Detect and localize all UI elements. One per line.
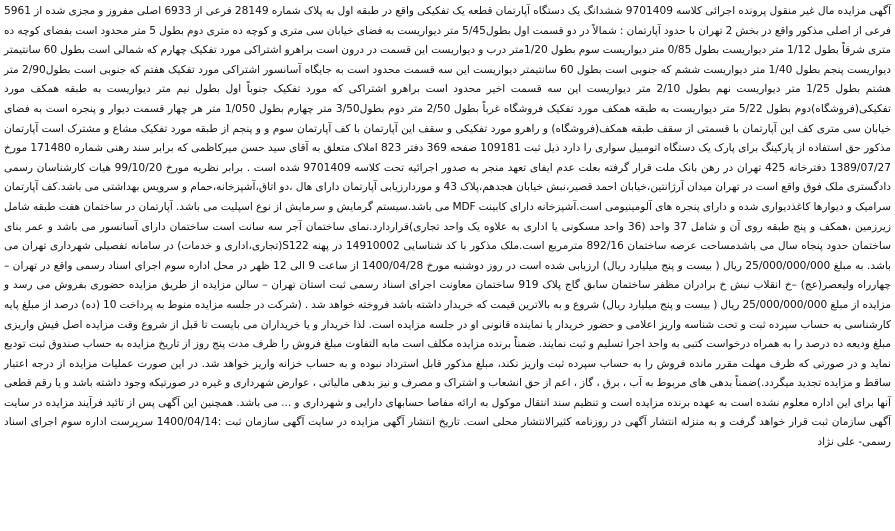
auction-notice-text: آگهی مزایده مال غیر منقول پرونده اجرائی کلاسه 9701409 ششدانگ یک دستگاه آپارتمان قطعه یک تفکیکی واقع در طبقه اول به پلاک شماره 28149 فرعی از 6933 اصلی مفروز و مجزی شده از 5961 فرعی از اصلی مذکور واقع در بخش 2 تهران با حدود آپارتمان : شمالاً در دو قسمت اول بطول5/45 متر دیواریست به فضای خیابان سی متری و کوچه ده متری دوم بطول 5 متر محدود است بفضای کوچه ده متری شرقاً بطول 1/12 متر دیواریست بطول 0/85 متر دیواریست سوم بطول 1/20متر درب و دیواریست این قسمت در درون است براهرو اشتراکی مورد تفکیک چهارم که شمالی است بطول 60 سانتیمتر دیواریست پنجم بطول 1/40 متر دیواریست ششم که جنوبی است بطول 60 سانتیمتر دیواریست این سه قسمت محدود است به جایگاه آسانسور اشتراکی مورد تفکیک هفتم که جنوبی است بطول2/90 متر هشتم بطول 1/25 متر دیواریست نهم بطول 2/10 متر دیواریست این سه قسمت اخیر محدود است براهرو اشتراکی که مورد تفکیک جنوباً اول بطول نیم متر دیواریست به طبقه همکف مورد تفکیکی(فروشگاه)دوم بطول 5/22 متر دیواریست به طبقه همکف مورد تفکیک فروشگاه غرباً بطول 2/50 متر دوم بطول3/50 متر چهارم بطول 1/050 متر هر چهار قسمت دیوار و پنجره است به فضای خیابان سی متری کف این آپارتمان با قسمتی از سقف طبقه همکف(فروشگاه) و راهرو مورد تفکیکی و سقف این آپارتمان با کف آپارتمان سوم و و پنجم از طبقه مورد تفکیک مشاع و مشترک است آپارتمان مذکور حق استفاده از پارکینگ برای پارک یک دستگاه اتومبیل سواری را دارد ذیل ثبت 109181 صفحه 369 دفتر 823 املاک متعلق به آقای سید حسن میرکاظمی که برابر سند رهنی شماره 171480 مورخ 1389/07/27 دفترخانه 425 تهران در رهن بانک ملت قرار گرفته بعلت عدم ایفای تعهد منجر به صدور اجرائیه تحت کلاسه 9701409 شده است . برابر نظریه مورخ 99/10/20 هیات کارشناسان رسمی دادگستری ملک فوق واقع است در تهران میدان آرژانتین،خیابان احمد قصیر،نبش خیابان هجدهم،پلاک 43 و موردارزیابی آپارتمان دارای هال ،دو اتاق،آشپزخانه،حمام و سرویس بهداشتی می باشد.کف آپارتمان سرامیک و دیوارها کاغذدیواری شده و دارای پنجره های آلومینیومی است.آشپزخانه دارای کابینت MDF می باشد.سیستم گرمایش و سرمایش از نوع اسپلیت می باشد. آپارتمان در ساختمان هفت طبقه شامل زیرزمین ،همکف و پنج طبقه روی آن و شامل 37 واحد (36 واحد مسکونی یا اداری به علاوه یک واحد تجاری)قراردارد.نمای ساختمان آجر سه سانت است ساختمان دارای آسانسور می باشد و عمر بنای ساختمان حدود پنجاه سال می باشدمساحت عرصه ساختمان 892/16 مترمربع است.ملک مذکور با کد شناسایی 14910002 در پهنه S122(تجاری،اداری و خدمات) در سامانه تفصیلی شهرداری تهران می باشد. به مبلغ 25/000/000/000 ریال ( بیست و پنج میلیارد ریال) ارزیابی شده است در روز دوشنبه مورخ 1400/04/28 از ساعت 9 الی 12 ظهر در محل اداره سوم اجرای اسناد رسمی واقع در تهران – چهارراه ولیعصر(عج) –خ انقلاب نبش خ برادران مظفر ساختمان سابق گاج پلاک 919 ساختمان معاونت اجرای اسناد رسمی ثبت استان تهران – سالن مزایده از طریق مزایده حضوری بفروش می رسد و مزایده از مبلغ 25/000/000/000 ریال ( بیست و پنج میلیارد ریال) شروع و به بالاترین قیمت که خریدار داشته باشد فروخته خواهد شد . (شرکت در جلسه مزایده منوط به پرداخت 10 (ده) درصد از مبلغ پایه کارشناسی به حساب سپرده ثبت و تحت شناسه واریز اعلامی و حضور خریدار یا نماینده قانونی او در جلسه مزایده است. لذا خریدار و یا خریداران می بایست تا قبل از شروع وقت مزایده اصل فیش واریزی مبلغ ودیعه ده درصد را به همراه درخواست کتبی به واحد اجرا تسلیم و ثبت نمایند. ضمناً برنده مزایده مکلف است مابه التفاوت مبلغ فروش را ظرف مدت پنج روز از تاریخ مزایده به حساب صندوق ثبت تودیع نماید و در صورتی که ظرف مهلت مقرر مانده فروش را به حساب سپرده ثبت واریز نکند، مبلغ مذکور قابل استرداد نبوده و به حساب خزانه واریز خواهد شد. در این صورت عملیات مزایده از درجه اعتبار ساقط و مزایده تجدید میگردد.)ضمناً بدهی های مربوط به آب ، برق ، گاز ، اعم از حق انشعاب و اشتراک و مصرف و نیز بدهی مالیاتی ، عوارض شهرداری و غیره در صورتیکه وجود داشته باشد و یا رقم قطعی آنها برای این اداره معلوم نشده است به عهده برنده مزایده است و تنظیم سند انتقال موکول به ارائه مفاصا حسابهای دارایی و شهرداری و ... می باشد. همچنین این آگهی پس از تائید فرآیند مزایده در سایت آگهی سازمان ثبت قرار خواهد گرفت و به منزله انتشار آگهی در روزنامه کثیرالانتشار محلی است. تاریخ انتشار آگهی مزایده در سایت آگهی سازمان ثبت :1400/04/14 سرپرست اداره سوم اجرای اسناد رسمی- علی نژاد: [4, 5, 892, 449]
